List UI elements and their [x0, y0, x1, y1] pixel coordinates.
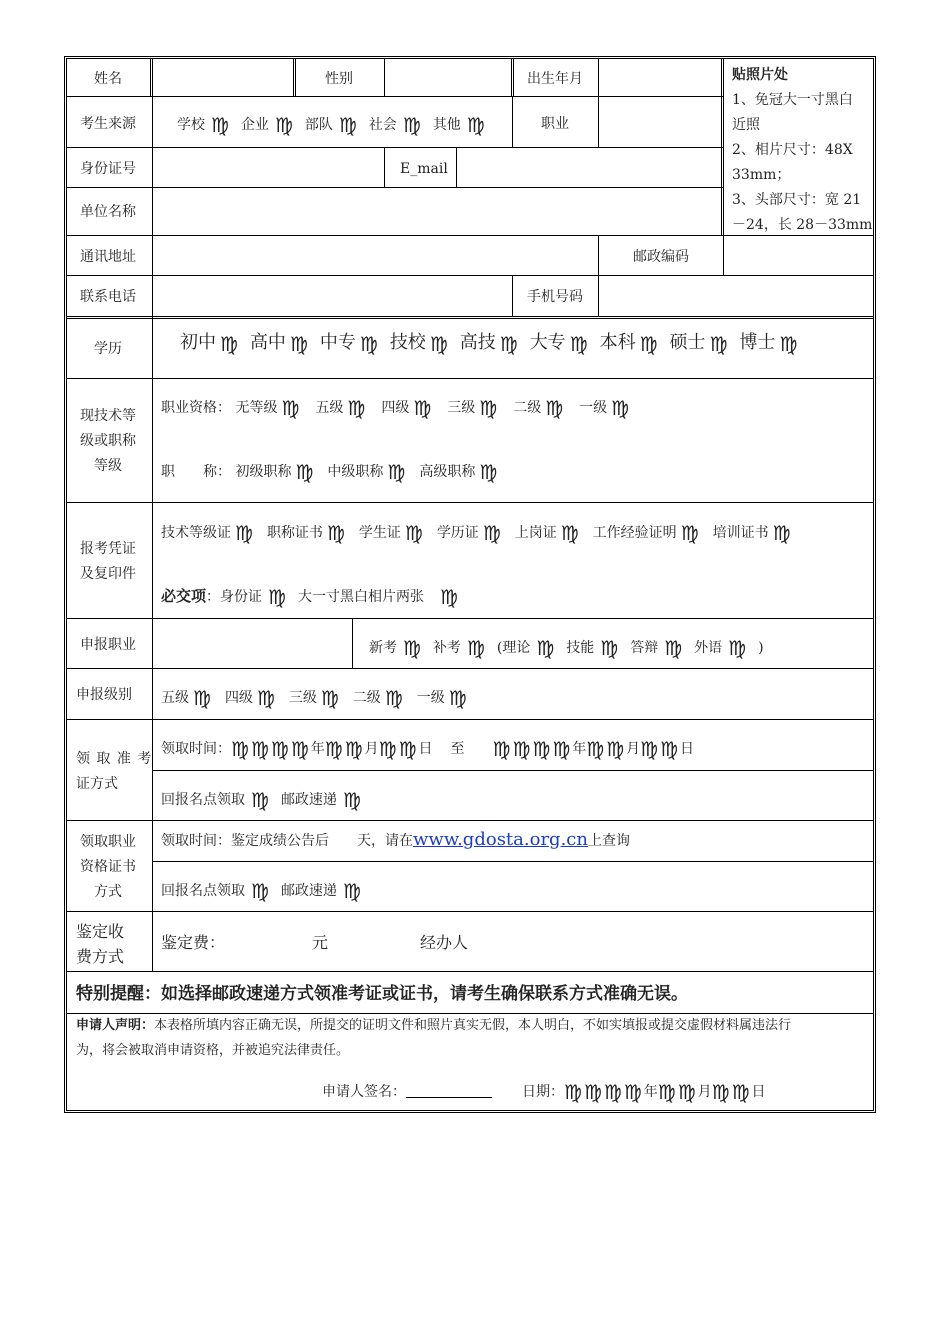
cert-label-2: 资格证书: [80, 859, 136, 875]
docs-label-1: 报考凭证: [80, 541, 136, 557]
year-unit: 年: [310, 741, 325, 757]
checkbox-icon[interactable]: ♍: [639, 332, 658, 356]
cert-method-row: [161, 881, 373, 901]
required-docs: [161, 587, 470, 607]
photo-line2: 近照: [732, 117, 760, 133]
email-field[interactable]: [459, 149, 719, 185]
defense-option: 答辩: [630, 640, 659, 656]
phone-label: 联系电话: [80, 289, 136, 305]
declaration-text-2: 为，将会被取消申请资格，并被追究法律责任。: [76, 1043, 350, 1058]
checkbox-icon[interactable]: ♍: [569, 332, 588, 356]
title-option: 初级职称: [235, 464, 292, 480]
checkbox-icon[interactable]: ♍: [211, 113, 229, 137]
notice-text: 如选择邮政速递方式领准考证或证书，请考生确保联系方式准确无误。: [161, 984, 688, 1004]
cert-opt-post: 邮政速递: [280, 883, 337, 899]
exam-type-options: [369, 638, 764, 658]
admit-time-row: [161, 739, 694, 759]
photo-line1: 1、免冠大一寸黑白: [732, 92, 853, 108]
notice-title: 特别提醒：: [76, 984, 161, 1004]
education-option: 技校: [389, 332, 426, 353]
declaration-line-1: [76, 1017, 791, 1035]
postcode-label: 邮政编码: [633, 249, 689, 265]
education-option: 大专: [529, 332, 566, 353]
source-school: 学校: [177, 117, 205, 133]
photo-line6: －24，长 28－33mm: [732, 217, 873, 233]
source-enterprise: 企业: [240, 117, 269, 133]
fee-label-1: 鉴定收: [76, 922, 125, 941]
checkbox-icon[interactable]: ♍: [779, 332, 798, 356]
declaration-title: 申请人声明：: [76, 1018, 155, 1033]
required-label: 必交项: [161, 587, 207, 605]
document-option: 工作经验证明: [592, 525, 677, 541]
checkbox-icon[interactable]: ♍: [664, 636, 683, 660]
education-option: 高技: [459, 332, 496, 353]
date-box-icon[interactable]: ♍: [586, 737, 605, 761]
month-unit: 月: [697, 1084, 712, 1100]
checkbox-icon[interactable]: ♍: [295, 460, 314, 484]
title-option: 中级职称: [327, 464, 384, 480]
checkbox-icon[interactable]: ♍: [326, 521, 345, 545]
date-box-icon[interactable]: ♍: [378, 737, 397, 761]
job-label: 职业: [541, 116, 569, 132]
date-label: 日期：: [522, 1084, 564, 1100]
cert-time-row: [161, 831, 630, 850]
date-box-icon[interactable]: ♍: [657, 1080, 676, 1104]
admit-label-1: 领 取 准 考: [76, 751, 153, 767]
required-photo: 大一寸黑白相片两张: [297, 589, 424, 605]
special-notice: [76, 984, 688, 1004]
photo-title: 贴照片处: [732, 67, 788, 83]
cert-time-text-c: 上查询: [587, 833, 630, 849]
date-box-icon[interactable]: ♍: [660, 737, 678, 761]
checkbox-icon[interactable]: ♍: [342, 879, 361, 903]
gender-field[interactable]: [386, 60, 508, 94]
source-other: 其他: [432, 117, 461, 133]
date-box-icon[interactable]: ♍: [250, 737, 269, 761]
source-army: 部队: [304, 117, 333, 133]
cert-opt-pickup: 回报名点领取: [161, 883, 245, 899]
signature-field[interactable]: [406, 1083, 492, 1098]
email-label: E_mail: [400, 161, 448, 177]
level-option: 五级: [161, 690, 189, 706]
checkbox-icon[interactable]: ♍: [772, 521, 791, 545]
required-sep: ：: [206, 589, 221, 605]
source-society: 社会: [368, 117, 397, 133]
apply-job-label: 申报职业: [80, 637, 136, 653]
checkbox-icon[interactable]: ♍: [281, 396, 300, 420]
date-box-icon[interactable]: ♍: [270, 737, 289, 761]
gender-label: 性别: [325, 71, 353, 87]
mobile-label: 手机号码: [527, 289, 583, 305]
fee-label-2: 费方式: [76, 947, 125, 966]
apply-job-field[interactable]: [155, 620, 349, 666]
education-option: 中专: [319, 332, 356, 353]
checkbox-icon[interactable]: ♍: [728, 636, 747, 660]
date-box-icon[interactable]: ♍: [231, 737, 249, 761]
date-box-icon[interactable]: ♍: [564, 1080, 582, 1104]
date-box-icon[interactable]: ♍: [398, 737, 417, 761]
education-option: 本科: [599, 332, 636, 353]
checkbox-icon[interactable]: ♍: [347, 396, 366, 420]
photo-line5: 3、头部尺寸：宽 21: [732, 192, 862, 208]
checkbox-icon[interactable]: ♍: [235, 521, 253, 545]
date-box-icon[interactable]: ♍: [606, 737, 625, 761]
day-unit: 日: [680, 741, 694, 757]
document-option: 培训证书: [712, 525, 769, 541]
job-field[interactable]: [600, 98, 718, 144]
date-box-icon[interactable]: ♍: [711, 1080, 730, 1104]
address-label: 通讯地址: [80, 249, 136, 265]
date-box-icon[interactable]: ♍: [623, 1080, 642, 1104]
education-option: 硕士: [669, 332, 706, 353]
theory-option: (理论: [496, 640, 531, 656]
checkbox-icon[interactable]: ♍: [479, 396, 498, 420]
declaration-text-1: 本表格所填内容正确无误，所提交的证明文件和照片真实无假，本人明白，不如实填报或提交虚假材料属违法行: [154, 1018, 792, 1033]
qualification-option: 二级: [513, 400, 542, 416]
qualification-options: [161, 398, 645, 418]
checkbox-icon[interactable]: ♍: [359, 332, 378, 356]
checkbox-icon[interactable]: ♍: [611, 396, 630, 420]
apply-level-label: 申报级别: [76, 687, 132, 703]
company-field[interactable]: [155, 189, 719, 233]
day-unit: 日: [418, 741, 433, 757]
month-unit: 月: [626, 741, 641, 757]
name-label: 姓名: [94, 71, 122, 87]
qualification-option: 四级: [381, 400, 410, 416]
title-prefix-b: 称：: [203, 464, 231, 480]
date-box-icon[interactable]: ♍: [324, 737, 343, 761]
checkbox-icon[interactable]: ♍: [413, 396, 432, 420]
qualification-option: 五级: [315, 400, 344, 416]
education-option: 初中: [180, 332, 216, 353]
qualification-option: 无等级: [235, 400, 278, 416]
date-box-icon[interactable]: ♍: [552, 737, 571, 761]
document-option: 技术等级证: [161, 525, 231, 541]
checkbox-icon[interactable]: ♍: [404, 521, 423, 545]
education-option: 高中: [249, 332, 286, 353]
phone-field[interactable]: [155, 277, 509, 313]
checkbox-icon[interactable]: ♍: [289, 332, 308, 356]
date-box-icon[interactable]: ♍: [731, 1080, 750, 1104]
education-options: [180, 334, 809, 354]
qualification-option: 一级: [579, 400, 608, 416]
checkbox-icon[interactable]: ♍: [251, 788, 269, 812]
date-box-icon[interactable]: ♍: [492, 737, 511, 761]
checkbox-icon[interactable]: ♍: [342, 788, 361, 812]
skill-option: 技能: [566, 640, 595, 656]
month-unit: 月: [364, 741, 379, 757]
level-option: 一级: [416, 690, 445, 706]
document-option: 学历证: [436, 525, 479, 541]
new-exam: 新考: [369, 640, 397, 656]
admit-time-label: 领取时间：: [161, 741, 231, 757]
cert-url-link[interactable]: www.gdosta.org.cn: [413, 829, 588, 850]
checkbox-icon[interactable]: ♍: [448, 686, 467, 710]
fee-handler: 经办人: [420, 933, 469, 952]
checkbox-icon[interactable]: ♍: [251, 879, 269, 903]
company-label: 单位名称: [80, 204, 136, 220]
current-label-1: 现技术等: [80, 408, 136, 424]
current-label-2: 级或职称: [80, 433, 136, 449]
level-options: [161, 688, 481, 708]
cert-time-text-b: 天，请在: [357, 833, 413, 849]
mobile-field[interactable]: [600, 277, 870, 313]
signature-row: [322, 1082, 766, 1102]
checkbox-icon[interactable]: ♍: [560, 521, 579, 545]
document-option: 上岗证: [514, 525, 557, 541]
checkbox-icon[interactable]: ♍: [536, 636, 555, 660]
admit-label-2: 证方式: [76, 776, 118, 792]
checkbox-icon[interactable]: ♍: [193, 686, 211, 710]
checkbox-icon[interactable]: ♍: [479, 460, 498, 484]
current-label-3: 等级: [94, 458, 122, 474]
checkbox-icon[interactable]: ♍: [320, 686, 339, 710]
required-id: 身份证: [220, 589, 263, 605]
to-label: 至: [450, 741, 465, 757]
education-label: 学历: [94, 341, 122, 357]
level-option: 二级: [352, 690, 381, 706]
birth-label: 出生年月: [527, 71, 583, 87]
checkbox-icon[interactable]: ♍: [439, 585, 458, 609]
checkbox-icon[interactable]: ♍: [482, 521, 501, 545]
fee-unit: 元: [312, 933, 329, 952]
source-options: [177, 115, 497, 135]
address-field[interactable]: [155, 237, 595, 273]
checkbox-icon[interactable]: ♍: [466, 636, 485, 660]
date-box-icon[interactable]: ♍: [290, 737, 309, 761]
admit-opt-post: 邮政速递: [280, 792, 337, 808]
title-prefix-a: 职: [161, 464, 175, 480]
checkbox-icon[interactable]: ♍: [402, 113, 421, 137]
date-box-icon[interactable]: ♍: [344, 737, 363, 761]
checkbox-icon[interactable]: ♍: [499, 332, 518, 356]
title-option: 高级职称: [419, 464, 476, 480]
year-unit: 年: [643, 1084, 658, 1100]
education-option: 博士: [739, 332, 776, 353]
year-unit: 年: [572, 741, 587, 757]
document-option: 学生证: [358, 525, 401, 541]
checkbox-icon[interactable]: ♍: [466, 113, 485, 137]
checkbox-icon[interactable]: ♍: [600, 636, 619, 660]
cert-label-1: 领取职业: [80, 834, 136, 850]
name-field[interactable]: [155, 60, 291, 94]
admit-method-row: [161, 790, 373, 810]
birth-field[interactable]: [600, 60, 718, 94]
cert-time-text-a: 领取时间：鉴定成绩公告后: [161, 833, 329, 849]
signature-label: 申请人签名：: [322, 1084, 406, 1100]
cert-label-3: 方式: [94, 884, 122, 900]
photo-area[interactable]: [730, 62, 873, 234]
checkbox-icon[interactable]: ♍: [403, 636, 421, 660]
paren-close: ): [758, 640, 764, 656]
checkbox-icon[interactable]: ♍: [545, 396, 564, 420]
re-exam: 补考: [432, 640, 461, 656]
checkbox-icon[interactable]: ♍: [387, 460, 406, 484]
admit-opt-pickup: 回报名点领取: [161, 792, 245, 808]
document-option: 职称证书: [266, 525, 323, 541]
source-label: 考生来源: [80, 116, 136, 132]
level-option: 三级: [288, 690, 317, 706]
docs-options: [161, 523, 805, 543]
checkbox-icon[interactable]: ♍: [709, 332, 728, 356]
date-box-icon[interactable]: ♍: [677, 1080, 696, 1104]
fee-amount-label: 鉴定费：: [161, 933, 226, 952]
photo-line4: 33mm；: [732, 167, 791, 183]
qualification-prefix: 职业资格：: [161, 400, 231, 416]
checkbox-icon[interactable]: ♍: [384, 686, 403, 710]
id-label: 身份证号: [80, 161, 136, 177]
checkbox-icon[interactable]: ♍: [256, 686, 275, 710]
level-option: 四级: [224, 690, 253, 706]
checkbox-icon[interactable]: ♍: [338, 113, 357, 137]
title-options: [161, 462, 511, 482]
checkbox-icon[interactable]: ♍: [274, 113, 293, 137]
id-field[interactable]: [155, 149, 381, 185]
checkbox-icon[interactable]: ♍: [220, 332, 238, 356]
day-unit: 日: [751, 1084, 766, 1100]
checkbox-icon[interactable]: ♍: [268, 585, 286, 609]
qualification-option: 三级: [447, 400, 476, 416]
docs-label-2: 及复印件: [80, 566, 136, 582]
photo-line3: 2、相片尺寸：48X: [732, 142, 853, 158]
date-box-icon[interactable]: ♍: [583, 1080, 602, 1104]
date-box-icon[interactable]: ♍: [532, 737, 551, 761]
checkbox-icon[interactable]: ♍: [429, 332, 448, 356]
checkbox-icon[interactable]: ♍: [680, 521, 699, 545]
date-box-icon[interactable]: ♍: [640, 737, 659, 761]
date-box-icon[interactable]: ♍: [512, 737, 531, 761]
postcode-field[interactable]: [726, 237, 870, 273]
date-box-icon[interactable]: ♍: [603, 1080, 622, 1104]
foreign-option: 外语: [694, 640, 723, 656]
